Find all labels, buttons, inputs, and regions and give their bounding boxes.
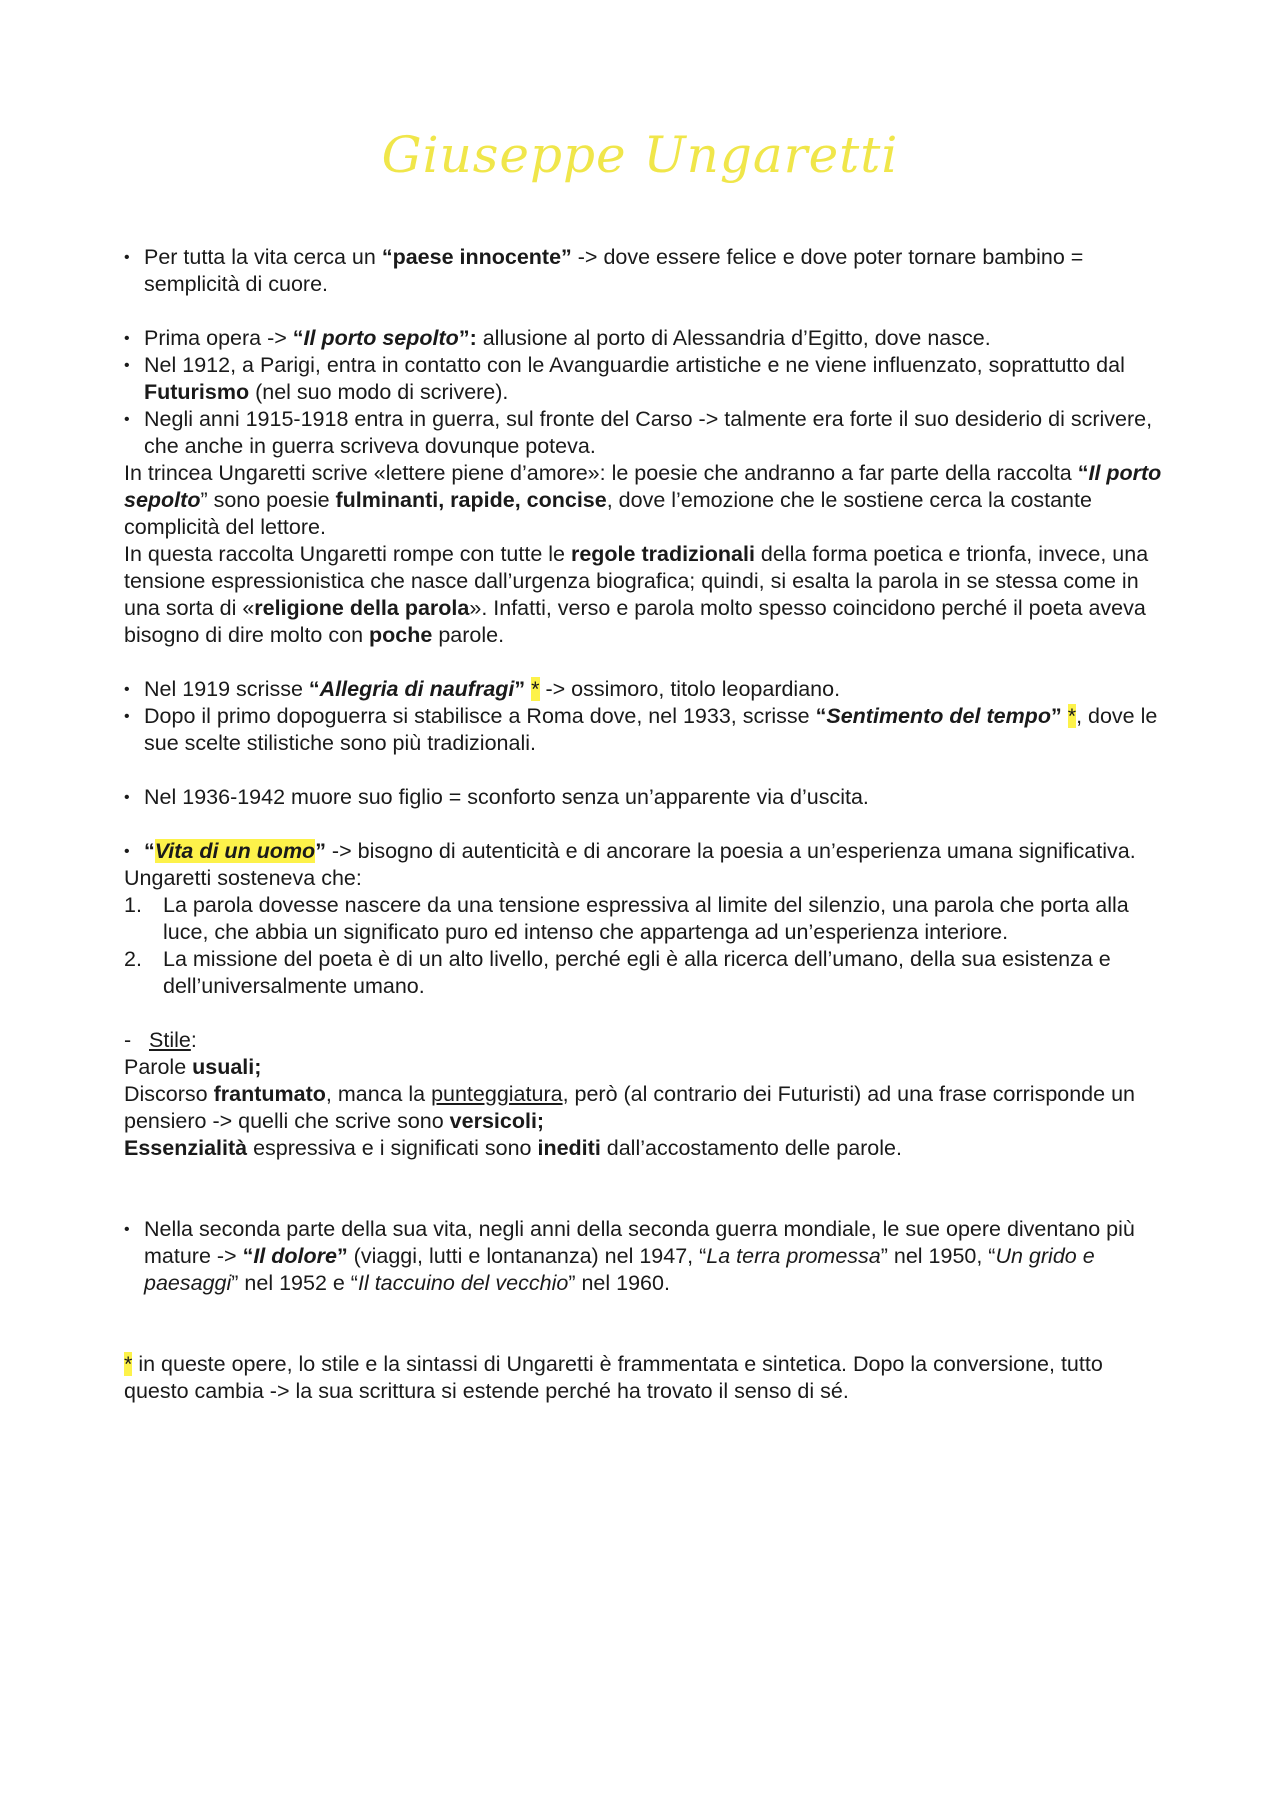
stile-discorso: Discorso frantumato, manca la punteggiatura, però (al contrario dei Futuristi) ad una frase corrisponde un pensiero -> quelli che scrive sono versicoli; <box>124 1082 1135 1133</box>
numbered-item-2: 2. La missione del poeta è di un alto livello, perché egli è alla ricerca dell’umano, della sua esistenza e dell’universalmente umano. <box>124 947 1111 998</box>
paragraph-trincea: In trincea Ungaretti scrive «lettere piene d’amore»: le poesie che andranno a far parte della raccolta “Il porto sepolto” sono poesie fulminanti, rapide, concise, dove l’emozione che le sostiene cerca la costante complicità del lettore. <box>124 461 1162 539</box>
asterisk-highlight: * <box>531 677 540 701</box>
asterisk-highlight: * <box>1067 704 1077 728</box>
bullet-prima-opera: • Prima opera -> “Il porto sepolto”: allusione al porto di Alessandria d’Egitto, dove nasce. <box>124 325 1169 352</box>
paragraph-sosteneva: Ungaretti sosteneva che: <box>124 866 362 890</box>
document-body <box>124 244 1169 1405</box>
bullet-guerra-1915: • Negli anni 1915-1918 entra in guerra, sul fronte del Carso -> talmente era forte il suo desiderio di scrivere, che anche in guerra scriveva dovunque poteva. <box>124 406 1169 460</box>
page-title: Giuseppe Ungaretti <box>381 126 899 184</box>
numbered-item-1: 1. La parola dovesse nascere da una tensione espressiva al limite del silenzio, una parola che porta alla luce, che abbia un significato puro ed intenso che appartenga ad un’esperienza interiore. <box>124 893 1129 944</box>
paragraph-raccolta: In questa raccolta Ungaretti rompe con tutte le regole tradizionali della forma poetica e trionfa, invece, una tensione espressionistica che nasce dall’urgenza biografica; quindi, si esalta la parola in se stessa come in una sorta di «religione della parola». Infatti, verso e parola molto spesso coincidono perché il poeta aveva bisogno di dire molto con poche parole. <box>124 542 1149 647</box>
bullet-sentimento-tempo: • Dopo il primo dopoguerra si stabilisce a Roma dove, nel 1933, scrisse “Sentimento del tempo” *, dove le sue scelte stilistiche sono più tradizionali. <box>124 703 1169 757</box>
bullet-figlio: • Nel 1936-1942 muore suo figlio = sconforto senza un’apparente via d’uscita. <box>124 784 1169 811</box>
bullet-paese-innocente: • Per tutta la vita cerca un “paese innocente” -> dove essere felice e dove poter tornare bambino = semplicità di cuore. <box>124 244 1169 298</box>
bullet-vita-uomo: • “Vita di un uomo” -> bisogno di autenticità e di ancorare la poesia a un’esperienza umana significativa. <box>124 838 1169 865</box>
title-highlight: Vita di un uomo <box>154 839 316 863</box>
bullet-parigi-1912: • Nel 1912, a Parigi, entra in contatto con le Avanguardie artistiche e ne viene influenzato, soprattutto dal Futurismo (nel suo modo di scrivere). <box>124 352 1169 406</box>
asterisk-highlight: * <box>124 1352 133 1376</box>
stile-heading: - Stile: <box>124 1028 197 1052</box>
bullet-allegria-naufragi: • Nel 1919 scrisse “Allegria di naufragi” * -> ossimoro, titolo leopardiano. <box>124 676 1169 703</box>
footnote: * in queste opere, lo stile e la sintassi di Ungaretti è frammentata e sintetica. Dopo la conversione, tutto questo cambia -> la sua scrittura si estende perché ha trovato il senso di sé. <box>124 1352 1103 1403</box>
stile-essenzialita: Essenzialità espressiva e i significati sono inediti dall’accostamento delle parole. <box>124 1136 902 1160</box>
bullet-seconda-parte: • Nella seconda parte della sua vita, negli anni della seconda guerra mondiale, le sue opere diventano più mature -> “Il dolore” (viaggi, lutti e lontananza) nel 1947, “La terra promessa” nel 1950, “Un grido e paesaggi” nel 1952 e “Il taccuino del vecchio” nel 1960. <box>124 1216 1169 1297</box>
stile-parole: Parole usuali; <box>124 1055 262 1079</box>
